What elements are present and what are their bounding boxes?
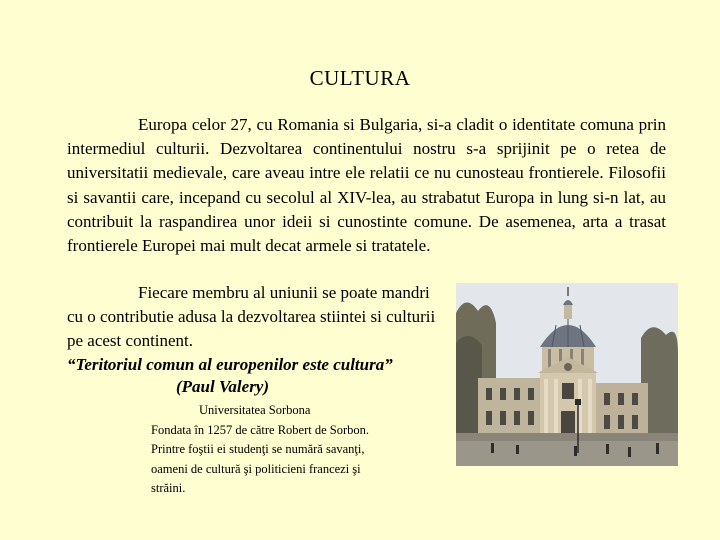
- caption-line-3: Printre foştii ei studenţi se numără savanţi,: [151, 442, 365, 457]
- paragraph-contribution: Fiecare membru al uniunii se poate mandri cu o contributie adusa la dezvoltarea stiintei si culturii pe acest continent.: [67, 283, 436, 351]
- caption-line-4: oameni de cultură şi politicieni francezi şi: [151, 461, 361, 476]
- page-title: [0, 66, 720, 91]
- sorbonne-photo: [456, 283, 678, 466]
- title-text: CULTURA: [309, 66, 411, 90]
- quote-author: (Paul Valery): [176, 377, 270, 396]
- caption-line-2: Fondata în 1257 de către Robert de Sorbon.: [151, 422, 370, 437]
- caption-line-5: străini.: [151, 481, 186, 496]
- sorbonne-illustration: [456, 283, 678, 466]
- photo-caption: [151, 401, 451, 499]
- caption-line-1: Universitatea Sorbona: [199, 403, 311, 417]
- quote-text: “Teritoriul comun al europenilor este cultura”: [67, 355, 393, 374]
- paragraph-intro: Europa celor 27, cu Romania si Bulgaria, si-a cladit o identitate comuna prin intermediul culturii. Dezvoltarea continentului nostru s-a sprijinit pe o retea de universitatii medievale, care aveau intre ele relatii ce nu cunosteau frontierele. Filosofii si savantii care, incepand cu secolul al XIV-lea, au strabatut Europa in lung si-n lat, au contribuit la raspandirea unor ideii si cunostinte comune. De asemenea, arta a trasat frontierele Europei mai mult decat armele si tratatele.: [67, 115, 666, 256]
